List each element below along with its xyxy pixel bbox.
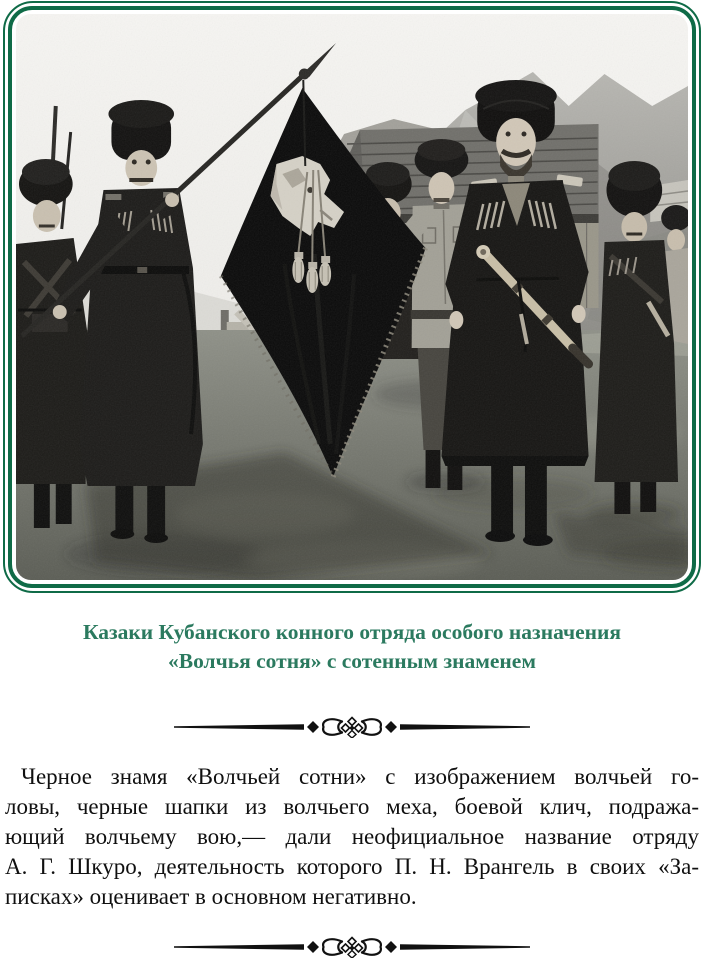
photo-clip <box>16 14 688 580</box>
photo-frame-inner <box>8 6 696 588</box>
ornament-divider-bottom <box>174 936 530 958</box>
photo-caption <box>0 618 704 676</box>
body-line-2: ловы, черные шапки из волчьего меха, боевой клич, подража- <box>5 794 699 819</box>
body-paragraph <box>0 762 704 912</box>
body-line-3: ющий волчьему вою,— дали неофициальное название отряду <box>5 824 699 849</box>
body-line-4: А. Г. Шкуро, деятельность которого П. Н. Врангель в своих «За- <box>5 854 699 879</box>
caption-line-1: Казаки Кубанского конного отряда особого назначения <box>82 620 622 644</box>
body-line-5: писках» оценивает в основном негативно. <box>5 884 417 909</box>
ornament-divider-graphic <box>174 936 530 958</box>
caption-line-2: «Волчья сотня» с сотенным знаменем <box>168 649 536 673</box>
ornament-divider-graphic <box>174 716 530 738</box>
photograph-wolf-hundred-cossacks <box>16 14 688 580</box>
body-line-1: Черное знамя «Волчьей сотни» с изображением волчьей го- <box>21 764 699 789</box>
ornament-divider-top <box>174 716 530 738</box>
photo-frame <box>3 1 701 593</box>
